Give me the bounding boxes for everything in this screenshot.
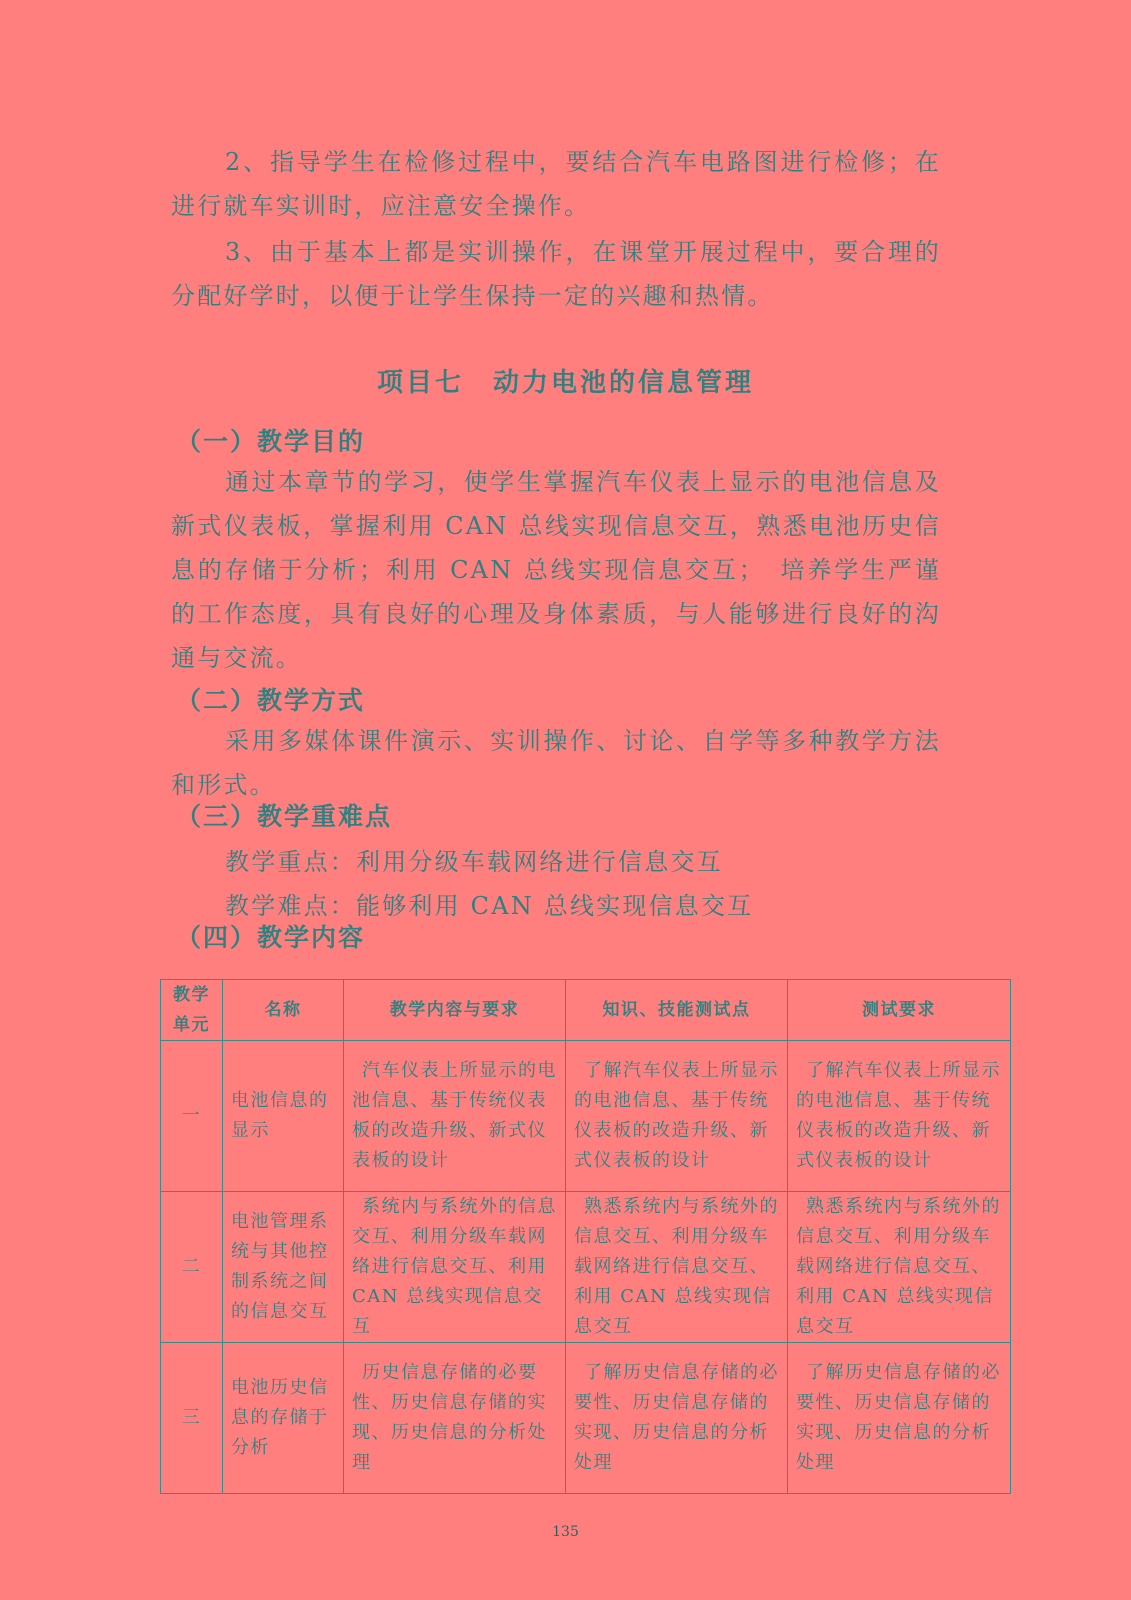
table-row — [161, 1343, 1011, 1494]
table-header-cell: 教学单元 — [161, 980, 223, 1041]
content-cell: 汽车仪表上所显示的电池信息、基于传统仪表板的改造升级、新式仪表板的设计 — [344, 1041, 566, 1192]
method-paragraph: 采用多媒体课件演示、实训操作、讨论、自学等多种教学方法和形式。 — [171, 727, 941, 799]
table-header-cell: 知识、技能测试点 — [566, 980, 788, 1041]
table-header-cell: 名称 — [223, 980, 344, 1041]
key-point-line: 教学重点：利用分级车载网络进行信息交互 — [225, 848, 723, 876]
unit-cell: 一 — [161, 1041, 223, 1192]
table-header-row — [161, 980, 1011, 1041]
section-heading-key-points: （三）教学重难点 — [176, 802, 393, 831]
content-cell: 历史信息存储的必要性、历史信息存储的实现、历史信息的分析处理 — [344, 1343, 566, 1494]
name-cell: 电池历史信息的存储于分析 — [223, 1343, 344, 1494]
table-row — [161, 1041, 1011, 1192]
test-requirements-cell: 了解历史信息存储的必要性、历史信息存储的实现、历史信息的分析处理 — [788, 1343, 1011, 1494]
teaching-content-table — [160, 979, 1011, 1494]
intro-paragraph-3: 3、由于基本上都是实训操作，在课堂开展过程中，要合理的分配好学时，以便于让学生保持一定的兴趣和热情。 — [171, 238, 941, 310]
test-requirements-cell: 了解汽车仪表上所显示的电池信息、基于传统仪表板的改造升级、新式仪表板的设计 — [788, 1041, 1011, 1192]
name-cell: 电池信息的显示 — [223, 1041, 344, 1192]
test-points-cell: 熟悉系统内与系统外的信息交互、利用分级车载网络进行信息交互、利用 CAN 总线实现信息交互 — [566, 1192, 788, 1343]
test-points-cell: 了解汽车仪表上所显示的电池信息、基于传统仪表板的改造升级、新式仪表板的设计 — [566, 1041, 788, 1192]
unit-cell: 三 — [161, 1343, 223, 1494]
difficult-point-line: 教学难点：能够利用 CAN 总线实现信息交互 — [225, 892, 754, 920]
section-heading-content: （四）教学内容 — [176, 923, 366, 952]
content-cell: 系统内与系统外的信息交互、利用分级车载网络进行信息交互、利用 CAN 总线实现信息交互 — [344, 1192, 566, 1343]
table-header-cell: 教学内容与要求 — [344, 980, 566, 1041]
intro-paragraph-2: 2、指导学生在检修过程中，要结合汽车电路图进行检修；在进行就车实训时，应注意安全操作。 — [171, 148, 941, 220]
page-number: 135 — [552, 1524, 579, 1540]
section-heading-method: （二）教学方式 — [176, 686, 366, 715]
table-header-cell: 测试要求 — [788, 980, 1011, 1041]
test-points-cell: 了解历史信息存储的必要性、历史信息存储的实现、历史信息的分析处理 — [566, 1343, 788, 1494]
unit-cell: 二 — [161, 1192, 223, 1343]
section-heading-objectives: （一）教学目的 — [176, 427, 366, 456]
objectives-paragraph: 通过本章节的学习，使学生掌握汽车仪表上显示的电池信息及新式仪表板，掌握利用 CAN 总线实现信息交互，熟悉电池历史信息的存储于分析；利用 CAN 总线实现信息交互； 培养学生严谨的工作态度，具有良好的心理及身体素质，与人能够进行良好的沟通与交流。 — [171, 468, 941, 672]
name-cell: 电池管理系统与其他控制系统之间的信息交互 — [223, 1192, 344, 1343]
table-row — [161, 1192, 1011, 1343]
test-requirements-cell: 熟悉系统内与系统外的信息交互、利用分级车载网络进行信息交互、利用 CAN 总线实现信息交互 — [788, 1192, 1011, 1343]
project-title: 项目七 动力电池的信息管理 — [376, 368, 754, 398]
